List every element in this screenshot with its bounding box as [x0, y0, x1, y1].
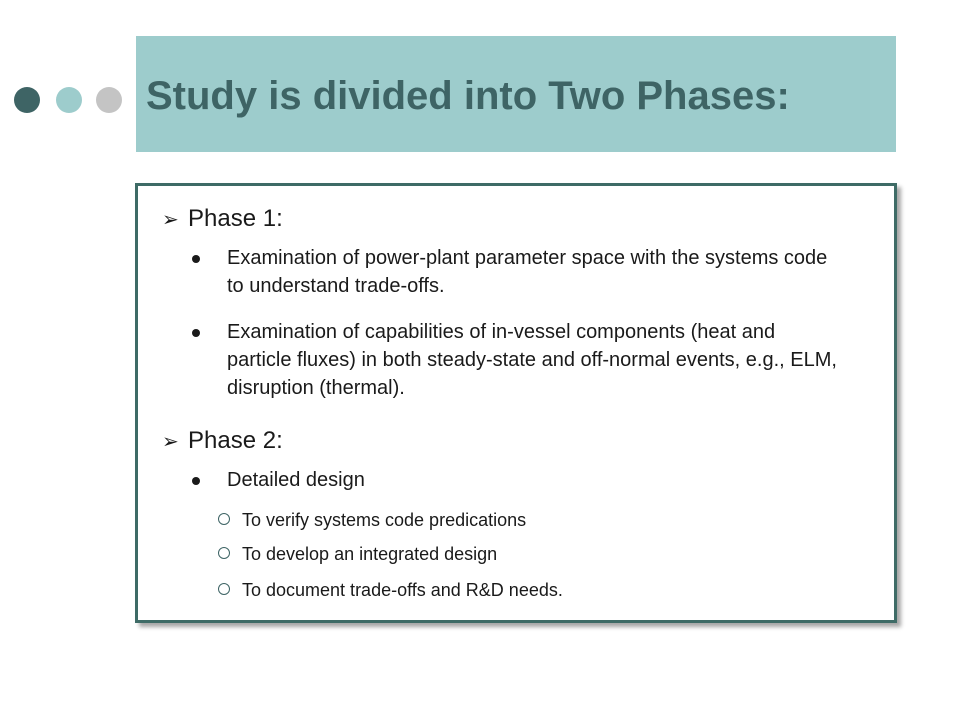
bullet-dot-icon — [192, 255, 200, 263]
phase-2-sub-bullet-1: To verify systems code predications — [218, 508, 526, 532]
teal-dot-icon — [56, 87, 82, 113]
hollow-circle-icon — [218, 583, 230, 595]
bullet-dot-icon — [192, 477, 200, 485]
dark-dot-icon — [14, 87, 40, 113]
phase-1-bullet-1: Examination of power-plant parameter space with the systems code to understand trade-offs. — [192, 244, 842, 300]
phase-2-sub-bullet-3: To document trade-offs and R&D needs. — [218, 578, 563, 602]
phase-2-heading — [162, 426, 283, 457]
content-box — [135, 183, 897, 623]
arrow-icon: ➢ — [162, 431, 179, 453]
grey-dot-icon — [96, 87, 122, 113]
hollow-circle-icon — [218, 513, 230, 525]
phase-2-sub-bullet-2: To develop an integrated design — [218, 542, 497, 566]
slide-title: Study is divided into Two Phases: — [146, 74, 790, 118]
phase-1-bullet-2: Examination of capabilities of in-vessel components (heat and particle fluxes) in both steady-state and off-normal events, e.g., ELM, disruption (thermal). — [192, 318, 842, 402]
hollow-circle-icon — [218, 547, 230, 559]
bullet-dot-icon — [192, 329, 200, 337]
phase-1-heading — [162, 204, 283, 235]
phase-1-label: Phase 1: — [188, 205, 283, 232]
phase-2-label: Phase 2: — [188, 427, 283, 454]
phase-2-bullet-1: Detailed design — [192, 466, 842, 494]
arrow-icon: ➢ — [162, 209, 179, 231]
